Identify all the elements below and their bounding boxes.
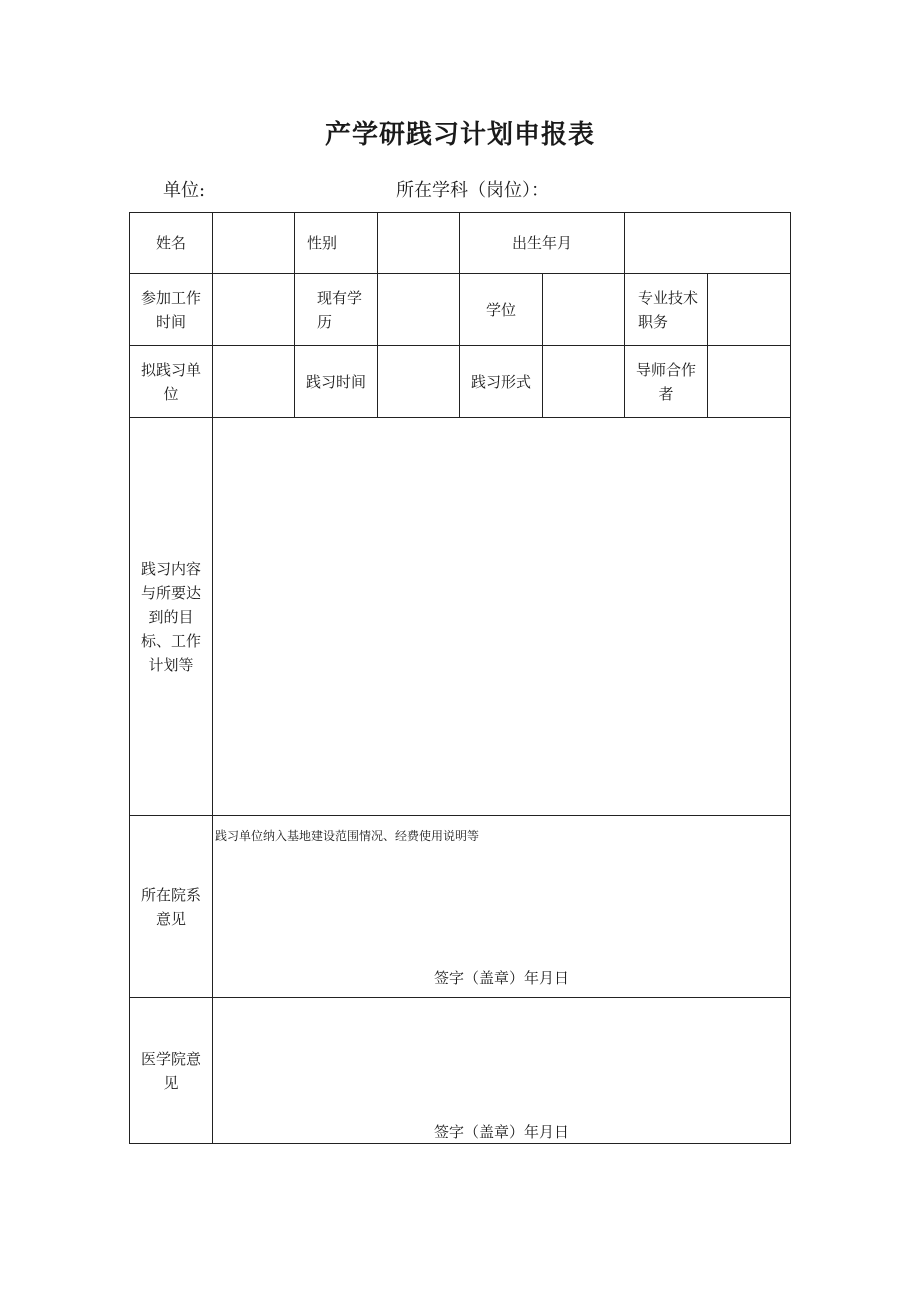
table-row xyxy=(130,418,791,816)
title-pro-label: 专业技术职务 xyxy=(625,274,708,346)
table-row xyxy=(130,213,791,274)
table-row xyxy=(130,274,791,346)
practice-form-label: 践习形式 xyxy=(460,346,543,418)
name-label: 姓名 xyxy=(130,213,213,274)
name-field[interactable] xyxy=(213,213,295,274)
education-label: 现有学历 xyxy=(295,274,378,346)
table-row xyxy=(130,346,791,418)
med-opinion-content xyxy=(213,998,790,1143)
table-row xyxy=(130,998,791,1144)
work-start-label: 参加工作时间 xyxy=(130,274,213,346)
unit-label: 单位: xyxy=(163,180,206,201)
dept-opinion-label: 所在院系意见 xyxy=(130,816,213,998)
practice-time-label: 践习时间 xyxy=(295,346,378,418)
degree-field[interactable] xyxy=(543,274,625,346)
subject-label: 所在学科（岗位）： xyxy=(396,180,549,201)
practice-form-field[interactable] xyxy=(543,346,625,418)
mentor-field[interactable] xyxy=(708,346,791,418)
work-start-field[interactable] xyxy=(213,274,295,346)
med-opinion-label: 医学院意见 xyxy=(130,998,213,1144)
practice-unit-field[interactable] xyxy=(213,346,295,418)
dept-sign-text: 签字（盖章）年月日 xyxy=(434,969,570,987)
content-field[interactable] xyxy=(213,418,791,816)
birth-label: 出生年月 xyxy=(460,213,625,274)
table-row xyxy=(130,816,791,998)
birth-field[interactable] xyxy=(625,213,791,274)
med-opinion-field[interactable] xyxy=(213,998,791,1144)
content-label: 践习内容与所要达到的目标、工作计划等 xyxy=(130,418,213,816)
practice-time-field[interactable] xyxy=(378,346,460,418)
mentor-label: 导师合作者 xyxy=(625,346,708,418)
practice-unit-label: 拟践习单位 xyxy=(130,346,213,418)
degree-label: 学位 xyxy=(460,274,543,346)
dept-opinion-content xyxy=(213,816,790,997)
gender-label: 性别 xyxy=(295,213,378,274)
dept-note: 践习单位纳入基地建设范围情况、经费使用说明等 xyxy=(215,829,480,843)
med-sign-text: 签字（盖章）年月日 xyxy=(434,1123,570,1141)
application-form-table xyxy=(129,212,791,1144)
gender-field[interactable] xyxy=(378,213,460,274)
title-pro-field[interactable] xyxy=(708,274,791,346)
dept-opinion-field[interactable] xyxy=(213,816,791,998)
education-field[interactable] xyxy=(378,274,460,346)
page-title: 产学研践习计划申报表 xyxy=(324,120,595,150)
